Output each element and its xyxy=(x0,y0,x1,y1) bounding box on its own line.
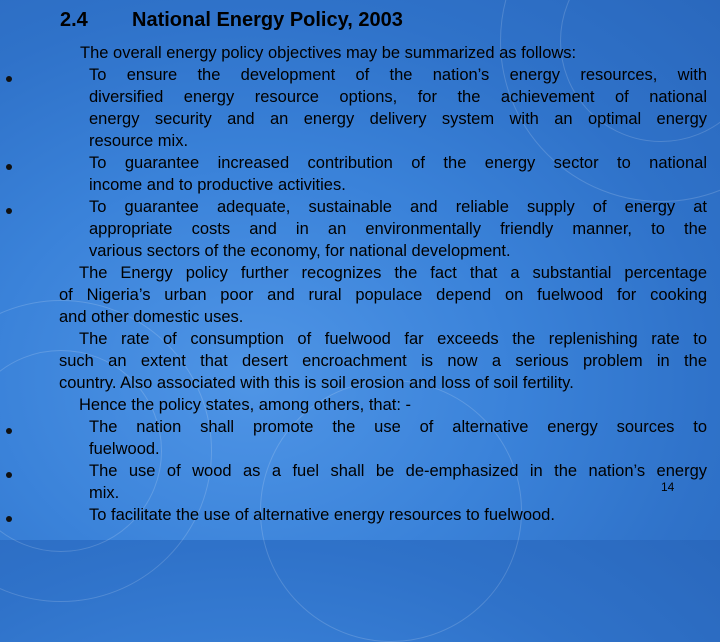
paragraph-line: diversified energy resource options, for the achievement of national xyxy=(89,88,707,106)
paragraph-line: The rate of consumption of fuelwood far exceeds the replenishing rate to xyxy=(79,330,707,348)
bullet-icon xyxy=(6,472,12,478)
paragraph-line: fuelwood. xyxy=(89,440,160,458)
title-text: National Energy Policy, 2003 xyxy=(132,9,403,31)
bullet-item-line: The use of wood as a fuel shall be de-emphasized in the nation’s energy xyxy=(89,462,707,480)
bullet-icon xyxy=(6,428,12,434)
page-number: 14 xyxy=(661,480,675,494)
bullet-item-line: The nation shall promote the use of alternative energy sources to xyxy=(89,418,707,436)
section-number: 2.4 xyxy=(60,9,88,31)
paragraph-line: Hence the policy states, among others, that: - xyxy=(79,396,412,414)
paragraph-line: resource mix. xyxy=(89,132,189,150)
paragraph-line: of Nigeria’s urban poor and rural populace depend on fuelwood for cooking xyxy=(59,286,707,304)
paragraph-line: appropriate costs and in an environmentally friendly manner, to the xyxy=(89,220,707,238)
bullet-icon xyxy=(6,76,12,82)
bullet-icon xyxy=(6,164,12,170)
bullet-icon xyxy=(6,516,12,522)
paragraph-line: The Energy policy further recognizes the fact that a substantial percentage xyxy=(79,264,707,282)
paragraph-line: country. Also associated with this is soil erosion and loss of soil fertility. xyxy=(59,374,574,392)
bullet-item-line: To ensure the development of the nation’s energy resources, with xyxy=(89,66,707,84)
paragraph-line: various sectors of the economy, for national development. xyxy=(89,242,511,260)
bullet-item-line: To guarantee adequate, sustainable and reliable supply of energy at xyxy=(89,198,707,216)
bullet-item-line: To facilitate the use of alternative energy resources to fuelwood. xyxy=(89,506,555,524)
bullet-item-line: To guarantee increased contribution of the energy sector to national xyxy=(89,154,707,172)
bullet-icon xyxy=(6,208,12,214)
paragraph-line: energy security and an energy delivery system with an optimal energy xyxy=(89,110,707,128)
paragraph-line: The overall energy policy objectives may be summarized as follows: xyxy=(80,44,577,62)
paragraph-line: such an extent that desert encroachment is now a serious problem in the xyxy=(59,352,707,370)
paragraph-line: income and to productive activities. xyxy=(89,176,346,194)
slide-title xyxy=(60,8,403,32)
paragraph-line: and other domestic uses. xyxy=(59,308,244,326)
paragraph-line: mix. xyxy=(89,484,120,502)
